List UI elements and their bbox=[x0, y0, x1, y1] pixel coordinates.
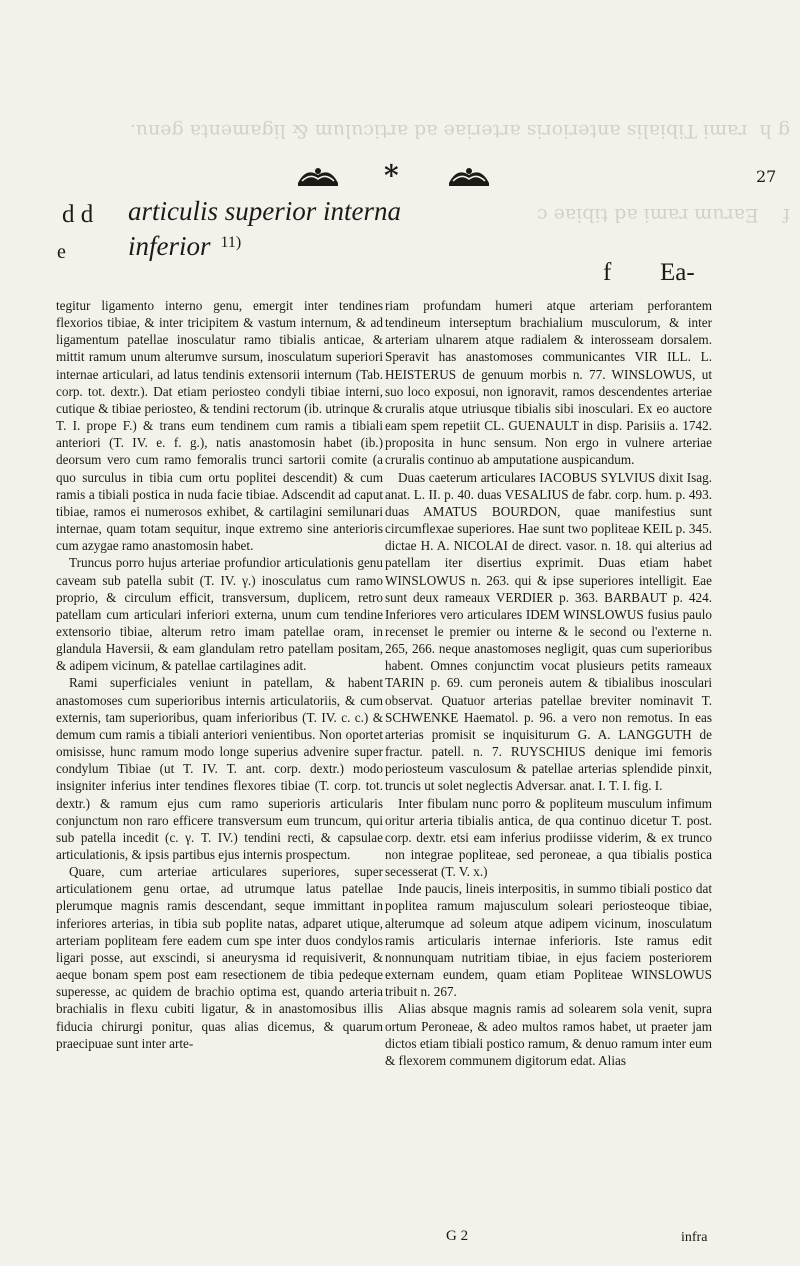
bleed-line: f Earum rami ad tibiae c bbox=[536, 204, 790, 226]
paragraph: Inter fibulam nunc porro & popliteum musculum infimum oritur arteria tibialis antica, de qua continuo dicetur T. post. corp. dextr. etsi eam inferius prodiisse viderim, & ex trunco non integrae popliteae, sed peroneae, a qua tibialis postica secesserat (T. V. x.) bbox=[385, 795, 712, 880]
paragraph: Alias absque magnis ramis ad solearem sola venit, supra ortum Peroneae, & adeo multos ramos habet, ut praeter jam dictos etiam tibiali postico ramum, & denuo ramum inter eum & flexorem communem digitorum edat. Alias bbox=[385, 1001, 712, 1068]
heading-inferior-text: inferior bbox=[128, 231, 211, 261]
signature-mark: G 2 bbox=[446, 1228, 469, 1244]
margin-letter-e: e bbox=[57, 241, 66, 263]
bleed-line: g h rami Tibialis anterioris arteriae ad articulum & ligamenta genu. bbox=[129, 120, 790, 142]
heading-superior: articulis superior interna bbox=[128, 196, 402, 226]
paragraph: Truncus porro hujus arteriae profundior articulationis genu caveam sub patella subit (T. IV. γ.) inosculatus cum ramo proprio, & circulum efficit, transversum, duplicem, retro patellam cum articulari inferiori externa, unum cum tendine extensorio tibiae, alterum retro imam patellae oram, in glandula Haversii, & eam glandulam retro patellam positam, & adipem vicinum, & patellae cartilagines adit. bbox=[56, 555, 383, 674]
margin-letter-f: f bbox=[603, 259, 612, 286]
page-number: 27 bbox=[756, 167, 777, 186]
footnote-mark: 11) bbox=[220, 234, 242, 251]
heading-ea: Ea- bbox=[660, 259, 695, 286]
floral-ornament-icon bbox=[447, 163, 491, 187]
text-column-left bbox=[56, 297, 383, 1052]
catchword: infra bbox=[681, 1230, 708, 1245]
paragraph: tegitur ligamento interno genu, emergit inter tendines flexorios tibiae, & inter tricipitem & vastum internum, & ad ligamentum patellae inosculatur ramo tibialis anticae, & mittit ramum unum alterumve sursum, inosculatum superiori internae articulari, ad latus tendinis extensorii internum (Tab. corp. tot. dextr.). Dat etiam periosteo condyli tibiae interni, cutique & tibiae periosteo, & tendini rectorum (ib. utrinque & T. I. prope F.) & trans eum tendinem cum ramis a tibiali anteriori (T. IV. e. f. g.), natis anastomosin habet (ib.) deorsum vero cum ramo femoralis trunci sartorii comite (a quo surculus in tibia cum ortu poplitei descendit) & cum ramis a tibiali postica in nuda facie tibiae. Adscendit ad caput tibiae, ramos ei numerosos exhibet, & cartilagini semilunari internae, quam totam sequitur, inque extremo sine anterioris cum azygae ramo anastomosin habet. bbox=[56, 298, 383, 554]
paragraph: Inde paucis, lineis interpositis, in summo tibiali postico dat poplitea ramum majusculum soleari periosteoque tibiae, alterumque ad soleum atque adipem vicinum, inosculatum ramis articularis internae inferioris. Iste ramus edit nonnunquam nutritiam tibiae, in ejus faciem posteriorem externam eundem, quam etiam Popliteae WINSLOWUS tribuit n. 267. bbox=[385, 881, 712, 1000]
margin-letters-dd: d d bbox=[62, 201, 94, 228]
paragraph: Quare, cum arteriae articulares superiores, super articulationem genu ortae, ad utrumque latus patellae plerumque magnis ramis descendant, seque immittant in inferiores arterias, in tibia sub poplite natas, adparet utique, arteriam popliteam fere eadem cum spe inter duos condylos ligari posse, aut exscindi, si aneurysma id requisiverit, & aeque bonam spem post eam resectionem de tibia pedeque superesse, ac quidem de brachio optima est, quando arteria brachialis in flexu cubiti ligatur, & in anastomosibus illis fiducia chirurgi ponitur, quas alias dicemus, & quarum praecipuae sunt inter arte- bbox=[56, 864, 383, 1051]
paragraph: Rami superficiales veniunt in patellam, & habent anastomoses cum superioribus internis articulatoriis, & cum externis, tam superioribus, quam inferioribus (T. IV. c. c.) & demum cum ramis a tibiali anteriori venientibus. Non oportet omisisse, hunc ramum modo longe superius advenire super condylum Tibiae (ut T. IV. T. ant. corp. dextr.) modo insigniter inferius inter tendines flexores tibiae (T. corp. tot. dextr.) & ramum ejus cum ramo superioris articularis conjunctum non raro efficere transversum eum truncum, qui sub patella incedit (c. γ. T. IV.) tendini recti, & capsulae articulationis, & ipsis partibus ejus internis prospectum. bbox=[56, 675, 383, 862]
page-header bbox=[0, 159, 800, 192]
star-ornament: * bbox=[384, 159, 399, 192]
floral-ornament-icon bbox=[296, 163, 340, 187]
paragraph: Duas caeterum articulares IACOBUS SYLVIUS dixit Isag. anat. L. II. p. 40. duas VESALIUS de fabr. corp. hum. p. 493. duas AMATUS BOURDON, quae manifestius sunt circumflexae superiores. Hae sunt two popliteae KEIL p. 345. dictae H. A. NICOLAI de direct. vasor. n. 18. qui alterius ad patellam iter disertius exprimit. Duas etiam habet WINSLOWUS n. 263. qui & ipse superiores intelligit. Eae sunt deux rameaux VERDIER p. 363. BARBAUT p. 424. Inferiores vero articulares IDEM WINSLOWUS fusius paulo recenset le premier ou interne & le second ou l'externe n. 265, 266. neque anastomoses negligit, quas cum superioribus habent. Omnes conjunctim vocat plusieurs petits rameaux TARIN p. 69. cum peroneis autem & tibialibus inosculari observat. Quatuor arterias patellae breviter nominavit T. SCHWENKE Haematol. p. 96. a vero non remotus. In eas arterias promisit se inquisiturum G. A. LANGGUTH de fractur. patell. n. 7. RUYSCHIUS denique imi femoris periosteum vasculosum & patellae arterias splendide pinxit, truncis ut solet neglectis Adversar. anat. I. T. I. fig. I. bbox=[385, 469, 712, 794]
text-column-right bbox=[385, 297, 712, 1069]
heading-inferior bbox=[128, 231, 241, 262]
paragraph: riam profundam humeri atque arteriam perforantem tendineum interseptum brachialium musculorum, & inter arteriam ulnarem atque radialem & interosseam dorsalem. Speravit has anastomoses communicantes VIR ILL. L. HEISTERUS de genuum morbis n. 77. WINSLOWUS, ut suo loco exposui, non ignoravit, ramos descendentes arteriae cruralis atque utriusque tibialis sibi inosculari. Ex eo auctore eam spem repetiit CL. GUENAULT in disp. Parisiis a. 1742. proposita in hunc sensum. Non ergo in vulnere arteriae cruralis continuo ab amputatione auspicandum. bbox=[385, 298, 712, 468]
